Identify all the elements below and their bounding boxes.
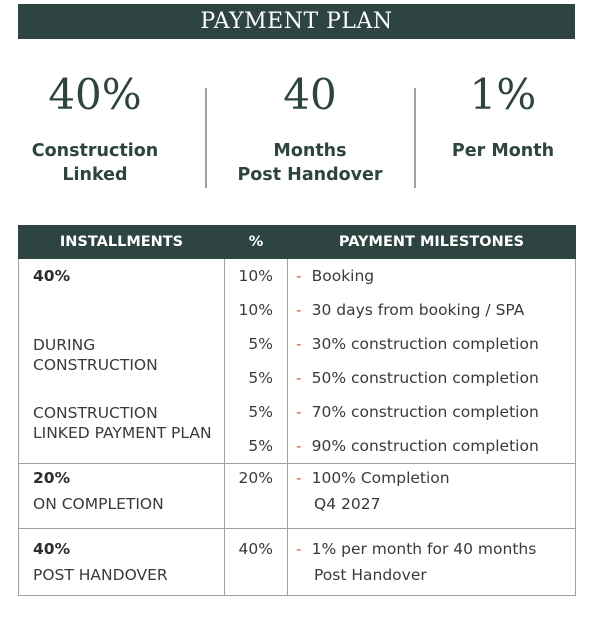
dash-marker: - [296,301,302,319]
percent-cell [225,464,288,529]
installment-title: 20% [33,469,71,487]
installment-label: POST HANDOVER [33,566,168,584]
stat-value: 40 [283,70,337,119]
stat-caption [408,139,598,163]
percent-cell [225,259,288,464]
header-milestones: PAYMENT MILESTONES [288,226,576,259]
stat-value: 1% [469,70,537,119]
milestone-text: 50% construction completion [311,369,539,387]
milestone-item [296,395,575,429]
milestone-cell [288,529,576,596]
installment-cell [19,259,225,464]
percent-value: 10% [238,301,273,319]
stat-caption [0,139,190,187]
stat-months-post-handover [215,66,405,187]
dash-marker: - [296,403,302,421]
milestone-text: 100% Completion [311,469,450,487]
percent-value: 10% [238,267,273,285]
milestone-item [296,293,575,327]
header-installments: INSTALLMENTS [19,226,225,259]
percent-cell [225,529,288,596]
table-row-during-construction [19,259,576,464]
stat-construction-linked [0,66,190,187]
milestone-item [296,464,575,490]
table-header-row [19,226,576,259]
milestone-text: 70% construction completion [311,403,539,421]
milestone-text: 30% construction completion [311,335,539,353]
milestone-cell [288,464,576,529]
installment-label-line: DURING [33,336,96,354]
milestone-text: 90% construction completion [311,437,539,455]
stat-caption [215,139,405,187]
installment-title: 40% [33,540,71,558]
installment-cell [19,529,225,596]
stat-caption-line: Post Handover [237,165,383,185]
milestone-item [296,361,575,395]
stat-caption-line: Linked [62,165,128,185]
milestone-item [296,327,575,361]
stat-divider [205,88,207,188]
table-row-post-handover [19,529,576,596]
dash-marker: - [296,469,302,487]
table-row-on-completion [19,464,576,529]
percent-value: 20% [238,469,273,487]
milestone-text: Booking [311,267,375,285]
stat-per-month [408,66,598,163]
percent-value: 5% [248,369,273,387]
percent-value: 40% [238,540,273,558]
percent-value: 5% [248,403,273,421]
percent-value: 5% [248,335,273,353]
header-percent: % [225,226,288,259]
payment-plan-banner [18,4,575,39]
stat-caption-line: Construction [31,141,159,161]
installment-label [33,395,224,443]
milestone-text: 30 days from booking / SPA [311,301,525,319]
installment-label-line: CONSTRUCTION [33,356,158,374]
milestone-item [296,535,575,561]
dash-marker: - [296,437,302,455]
payment-plan-table [18,225,576,596]
milestone-cell [288,259,576,464]
milestone-text: 1% per month for 40 months [311,540,537,558]
installment-label [33,327,224,395]
dash-marker: - [296,335,302,353]
milestone-text: Post Handover [314,566,427,584]
installment-label-line: LINKED PAYMENT PLAN [33,424,212,442]
banner-title: PAYMENT PLAN [200,9,393,34]
stat-caption-line: Months [273,141,347,161]
installment-label: ON COMPLETION [33,495,164,513]
dash-marker: - [296,369,302,387]
installment-title: 40% [33,267,71,285]
dash-marker: - [296,540,302,558]
installment-cell [19,464,225,529]
milestone-item [296,429,575,463]
stat-caption-line: Per Month [451,141,555,161]
installment-label-line: CONSTRUCTION [33,404,158,422]
dash-marker: - [296,267,302,285]
stat-value: 40% [48,70,142,119]
milestone-item [296,259,575,293]
milestone-text: Q4 2027 [314,495,381,513]
percent-value: 5% [248,437,273,455]
